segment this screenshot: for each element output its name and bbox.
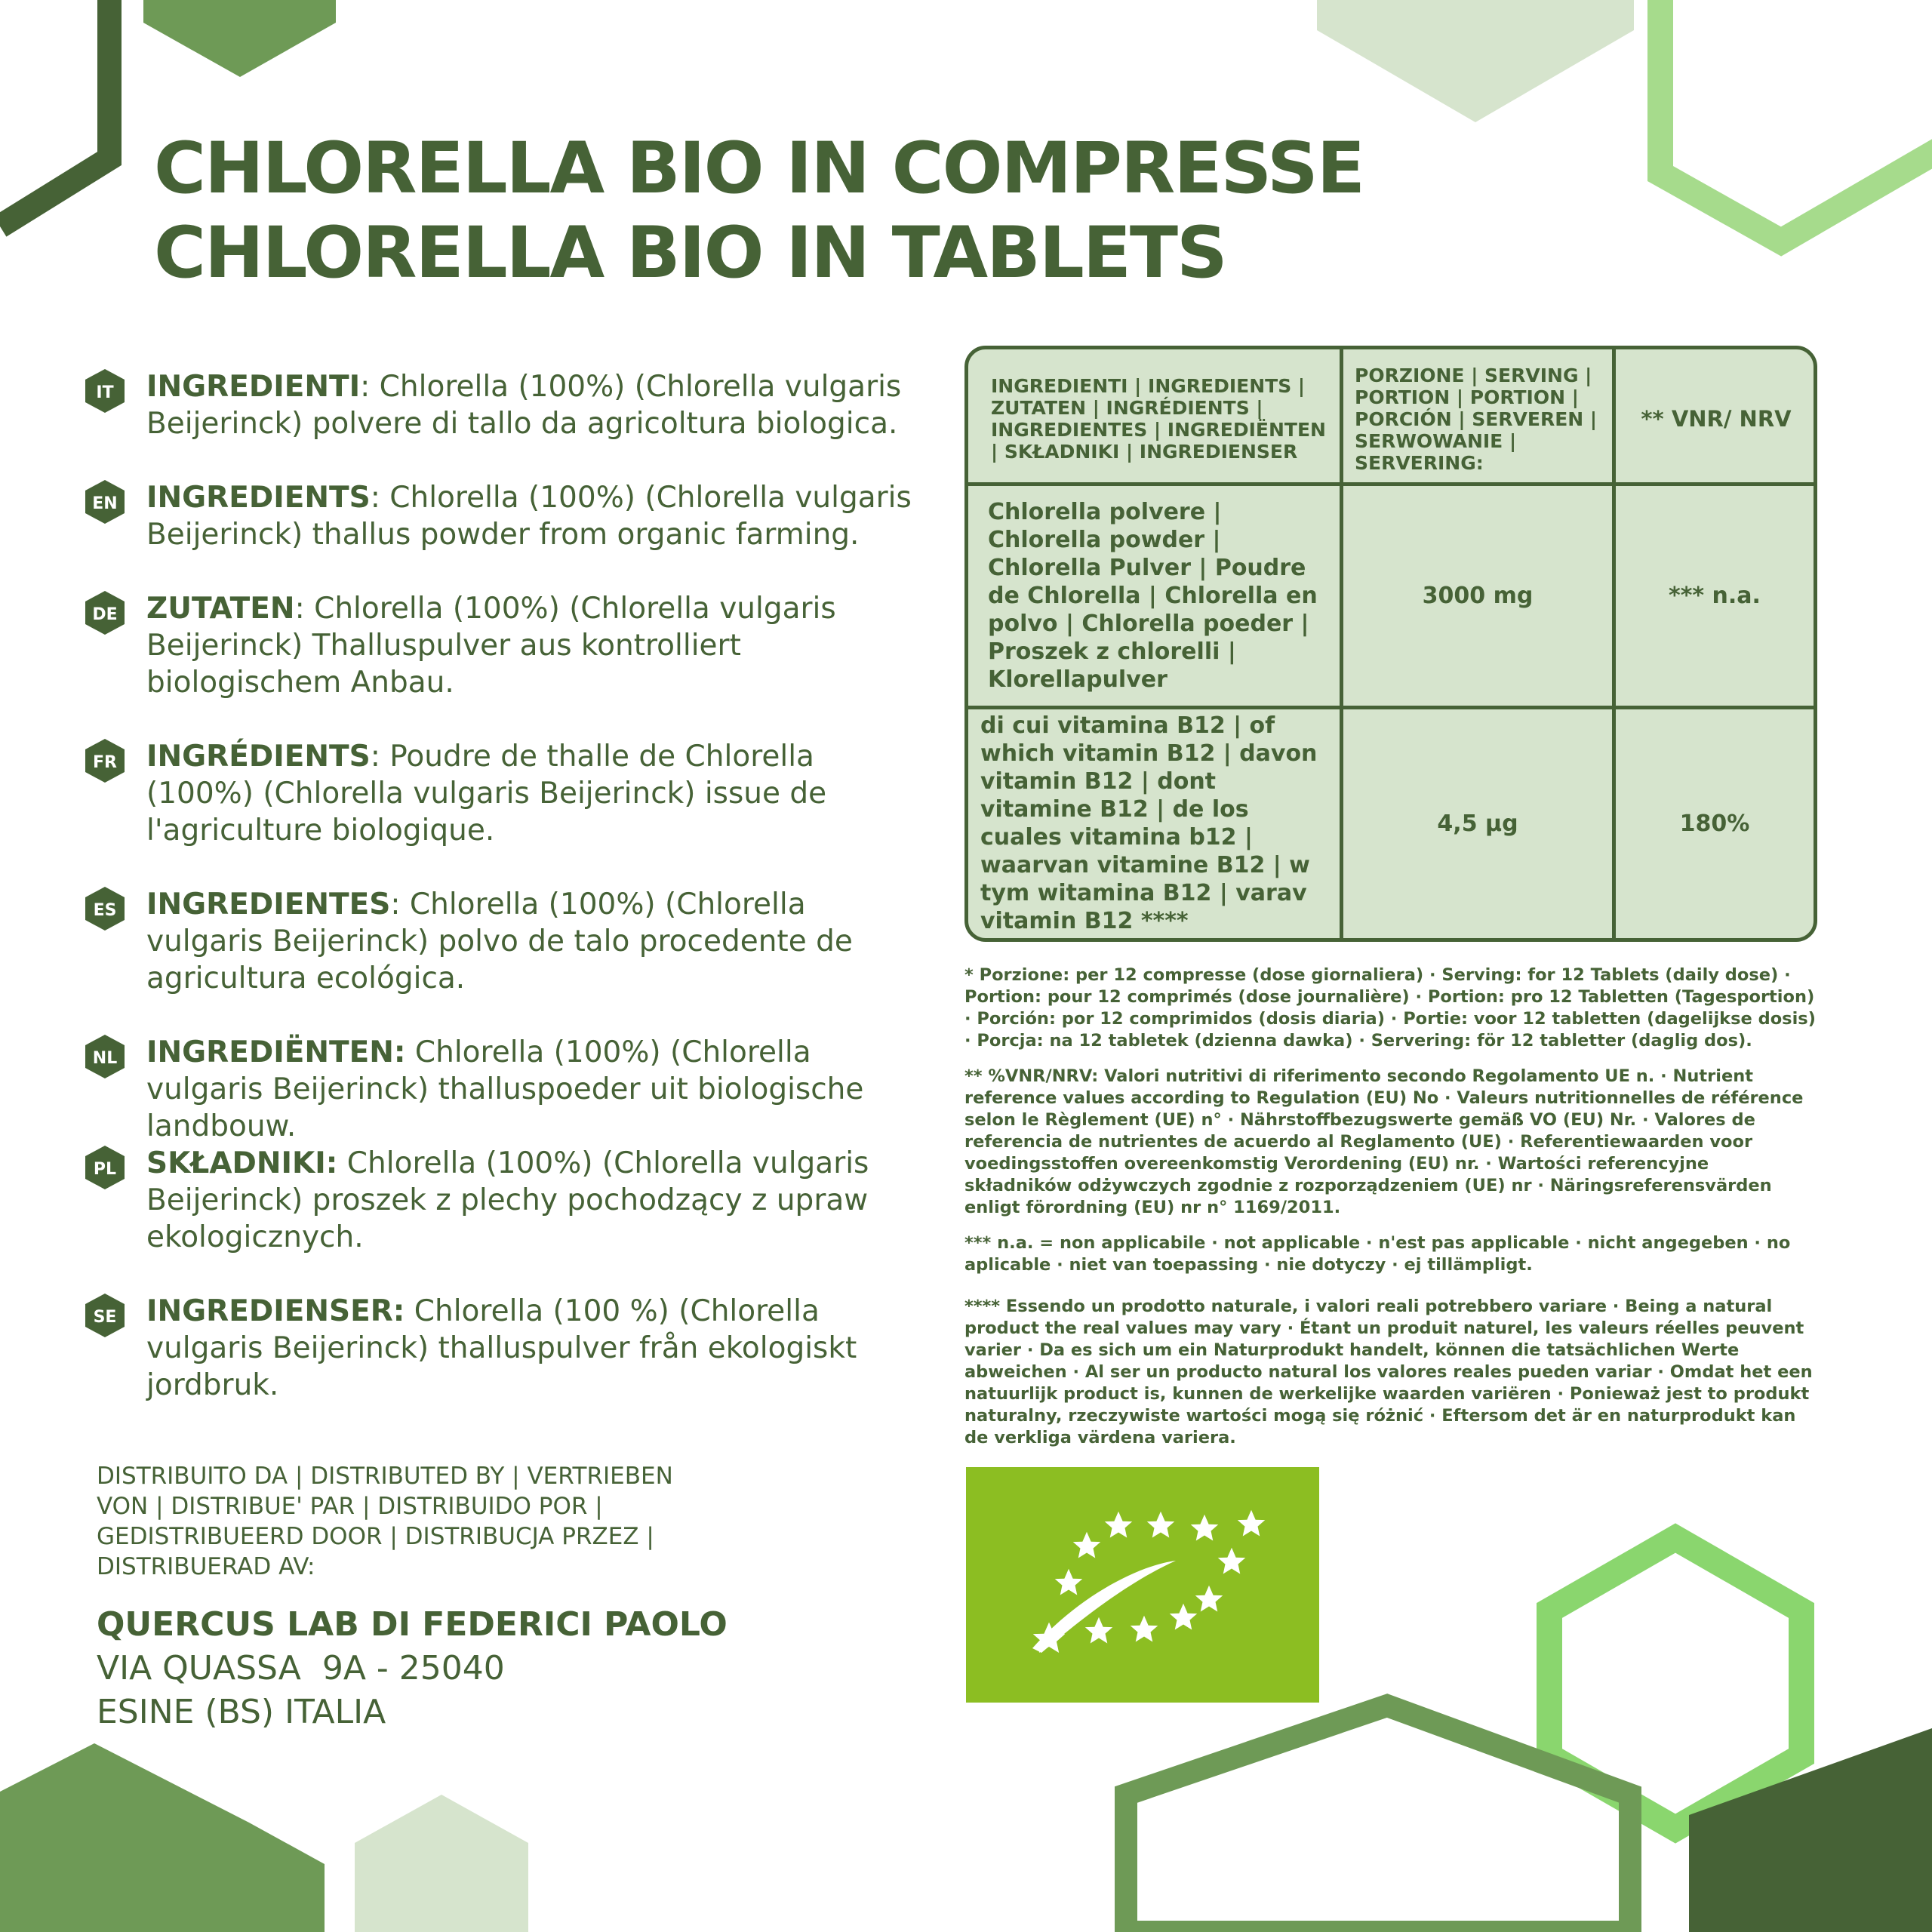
ingredient-label: INGREDIENSER: (146, 1294, 405, 1328)
badge-code: SE (93, 1308, 117, 1327)
ingredient-text: INGREDIENTI: Chlorella (100%) (Chlorella vulgaris Beijerinck) polvere di tallo da agricoltura biologica. (146, 370, 902, 441)
badge-code: NL (92, 1049, 118, 1068)
ingredient-label: ZUTATEN (146, 592, 295, 626)
ingredient-description: Chlorella (100%) (Chlorella vulgaris Beijerinck) proszek z plechy pochodzący z upraw ekologicznych. (146, 1146, 869, 1254)
table-row-chlorella-nrv: *** n.a. (1669, 582, 1761, 609)
table-divider (968, 482, 1814, 486)
table-row-b12-nrv: 180% (1679, 810, 1750, 837)
ingredient-text: ZUTATEN: Chlorella (100%) (Chlorella vulgaris Beijerinck) Thalluspulver aus kontrolliert biologischem Anbau. (146, 592, 836, 700)
ingredient-description: Chlorella (100%) (Chlorella vulgaris Beijerinck) polvere di tallo da agricoltura biologica. (146, 370, 902, 441)
hexagon-top-left (143, 0, 336, 77)
ingredient-text: INGREDIENTS: Chlorella (100%) (Chlorella vulgaris Beijerinck) thallus powder from organic farming. (146, 481, 912, 552)
ingredient-text: INGREDIENTES: Chlorella (100%) (Chlorella vulgaris Beijerinck) polvo de talo procedente de agricultura ecológica. (146, 888, 853, 995)
company-address-line1: VIA QUASSA 9A - 25040 (97, 1649, 505, 1687)
footnote-na: *** n.a. = non applicabile · not applicable · n'est pas applicable · nicht angegeben · no aplicable · niet van toepassing · nie dotyczy · ej tillämpligt. (964, 1233, 1791, 1275)
footnote-nrv: ** %VNR/NRV: Valori nutritivi di riferimento secondo Regolamento UE n. · Nutrient reference values according to Regulation (EU) No · Valeurs nutritionnelles de référence selon le Règlement (UE) n° · Nährstoffbezugswerte gemäß VO (EU) Nr. · Valores de referencia de nutrientes de acuerdo al Reglamento (UE) · Referentiewaarden voor voedingsstoffen overeenkomstig Verordening (EU) nr. · Wartości referencyjne składników odżywczych zgodnie z rozporządzeniem (UE) nr · Näringsreferensvärden enligt förordning (EU) nr n° 1169/2011. (964, 1066, 1804, 1217)
hexagon-badge-icon (85, 479, 125, 525)
ingredient-description: Chlorella (100%) (Chlorella vulgaris Beijerinck) thallus powder from organic farming. (146, 481, 912, 552)
page-title (154, 127, 1364, 296)
hexagon-badge-icon (85, 1293, 125, 1338)
badge-code: ES (93, 901, 117, 920)
ingredient-description: Chlorella (100%) (Chlorella vulgaris Beijerinck) Thalluspulver aus kontrolliert biologischem Anbau. (146, 592, 836, 700)
badge-code: EN (92, 494, 118, 513)
table-row-b12-serving: 4,5 µg (1437, 810, 1518, 837)
table-divider (968, 706, 1814, 709)
company-block (97, 1603, 851, 1734)
ingredient-text (146, 1145, 916, 1256)
ingredient-label: INGREDIENTES (146, 888, 391, 921)
hexagon-outline-top-left (0, 0, 109, 226)
hexagon-top-center (1317, 0, 1634, 122)
ingredient-label: SKŁADNIKI: (146, 1146, 338, 1180)
footnote-serving: * Porzione: per 12 compresse (dose giornaliera) · Serving: for 12 Tablets (daily dose) · Portion: pour 12 comprimés (dose journalière) · Portion: pro 12 Tabletten (Tagesportion) · Porción: por 12 comprimidos (dosis diaria) · Portie: voor 12 tabletten (dagelijkse dosis) · Porcja: na 12 tabletek (dzienna dawka) · Servering: för 12 tabletter (daglig dos). (964, 965, 1816, 1051)
title-line-it: CHLORELLA BIO IN COMPRESSE (154, 128, 1364, 210)
eu-organic-leaf-logo-icon (966, 1467, 1319, 1703)
badge-code: PL (93, 1160, 117, 1179)
ingredient-text (146, 1034, 916, 1145)
ingredient-label: INGRÉDIENTS (146, 740, 371, 774)
badge-code: IT (96, 383, 114, 402)
table-header-ingredients: INGREDIENTI | INGREDIENTS | ZUTATEN | INGRÉDIENTS | INGREDIENTES | INGREDIËNTEN | SKŁADNIKI | INGREDIENSER (991, 375, 1326, 463)
table-header-nrv: ** VNR/ NRV (1641, 405, 1792, 432)
ingredient-text: INGRÉDIENTS: Poudre de thalle de Chlorella (100%) (Chlorella vulgaris Beijerinck) issue de l'agriculture biologique. (146, 740, 827, 848)
hexagon-bottom-left-pale (355, 1795, 528, 1932)
nutrition-table (964, 346, 1817, 942)
table-row-chlorella-serving: 3000 mg (1422, 582, 1534, 609)
company-address-line2: ESINE (BS) ITALIA (97, 1693, 386, 1731)
hexagon-badge-icon (85, 1145, 125, 1190)
table-header-serving: PORZIONE | SERVING | PORTION | PORTION | PORCIÓN | SERVEREN | SERWOWANIE | SERVERING: (1355, 364, 1598, 474)
badge-code: DE (92, 605, 118, 624)
hexagon-outline-top-right (1660, 0, 1932, 242)
ingredient-label: INGREDIENTI (146, 370, 361, 404)
table-row-b12-name: di cui vitamina B12 | of which vitamin B12 | davon vitamin B12 | dont vitamine B12 | de los cuales vitamina b12 | waarvan vitamine B12 | w tym witamina B12 | varav vitamin B12 **** (980, 712, 1318, 934)
footnote-natural-product: **** Essendo un prodotto naturale, i valori reali potrebbero variare · Being a natural product the real values may vary · Étant un produit naturel, les valeurs réelles peuvent varier · Da es sich um ein Naturprodukt handelt, können die tatsächlichen Werte abweichen · Al ser un producto natural los valores reales pueden variar · Omdat het een natuurlijk product is, kunnen de werkelijke waarden variëren · Ponieważ jest to produkt naturalny, rzeczywiste wartości mogą się różnić · Eftersom det är en naturprodukt kan de verkliga värdena variera. (964, 1297, 1813, 1447)
ingredient-label: INGREDIËNTEN: (146, 1035, 406, 1069)
company-name: QUERCUS LAB DI FEDERICI PAOLO (97, 1605, 728, 1644)
table-row-chlorella-name: Chlorella polvere | Chlorella powder | Chlorella Pulver | Poudre de Chlorella | Chlorella en polvo | Chlorella poeder | Proszek z chlorelli | Klorellapulver (988, 498, 1318, 693)
footnotes (964, 964, 1817, 1463)
hexagon-badge-icon (85, 590, 125, 635)
ingredient-description: Chlorella (100 %) (Chlorella vulgaris Beijerinck) thalluspulver från ekologiskt jordbruk. (146, 1294, 857, 1402)
hexagon-badge-icon (85, 368, 125, 414)
ingredient-description: Poudre de thalle de Chlorella (100%) (Chlorella vulgaris Beijerinck) issue de l'agriculture biologique. (146, 740, 827, 848)
title-line-en: CHLORELLA BIO IN TABLETS (154, 212, 1226, 294)
hexagon-badge-icon (85, 886, 125, 931)
distribution-label: DISTRIBUITO DA | DISTRIBUTED BY | VERTRIEBEN VON | DISTRIBUE' PAR | DISTRIBUIDO POR | GEDISTRIBUEERD DOOR | DISTRIBUCJA PRZEZ | DISTRIBUERAD AV: (97, 1463, 673, 1580)
ingredient-text (146, 1293, 916, 1404)
hexagon-badge-icon (85, 1034, 125, 1079)
ingredient-description: Chlorella (100%) (Chlorella vulgaris Beijerinck) polvo de talo procedente de agricultura ecológica. (146, 888, 853, 995)
ingredient-description: Chlorella (100%) (Chlorella vulgaris Beijerinck) thalluspoeder uit biologische landbouw. (146, 1035, 864, 1143)
ingredient-label: INGREDIENTS (146, 481, 371, 515)
hexagon-badge-icon (85, 738, 125, 783)
hexagon-bottom-left (0, 1743, 325, 1932)
badge-code: FR (93, 753, 117, 772)
